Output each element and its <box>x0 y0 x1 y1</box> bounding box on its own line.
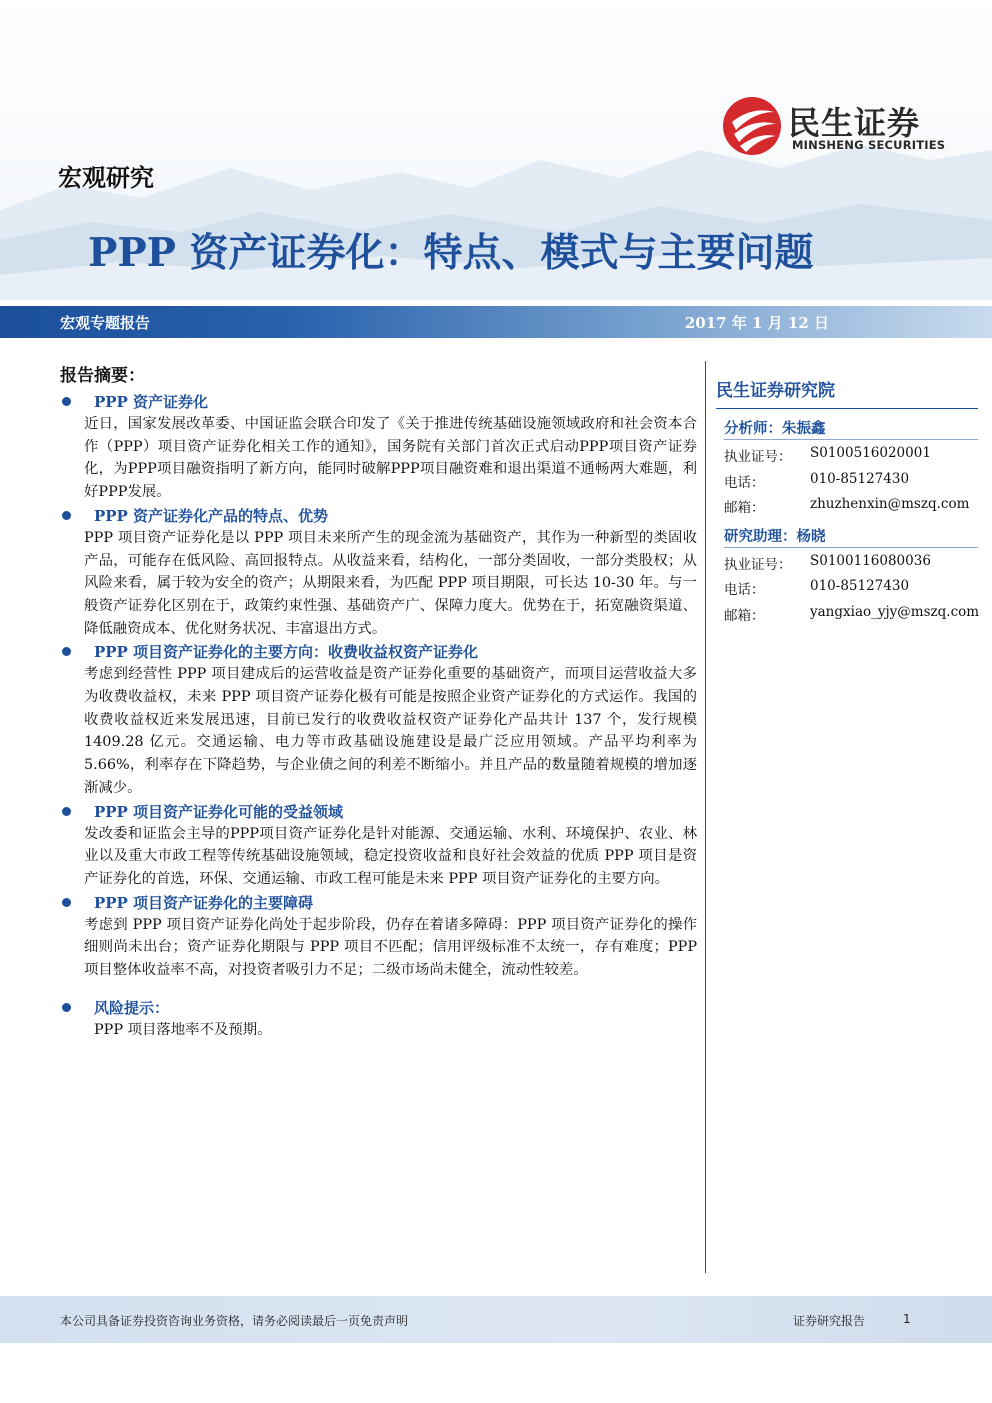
bullet-icon <box>62 807 71 816</box>
analyst-name: 分析师：朱振鑫 <box>724 420 826 437</box>
bullet-icon <box>62 397 71 406</box>
section-title-row <box>60 800 700 823</box>
abstract-section <box>60 800 700 891</box>
section-paragraph: 考虑到 PPP 项目资产证券化尚处于起步阶段，仍存在着诸多障碍：PPP 项目资产证券化的操作细则尚未出台；资产证券化期限与 PPP 项目不匹配；信用评级标准不太统一，存有难度；PPP 项目整体收益率不高，对投资者吸引力不足；二级市场尚未健全，流动性较差。 <box>84 916 697 979</box>
contact-label: 执业证号： <box>724 556 792 573</box>
contact-label: 邮箱： <box>724 500 765 516</box>
report-type: 宏观专题报告 <box>60 314 151 332</box>
abstract-section <box>60 504 700 641</box>
report-header <box>0 0 992 300</box>
contact-label: 电话： <box>724 582 765 598</box>
report-info-band <box>0 306 992 338</box>
phone-number: 010-85127430 <box>810 470 910 487</box>
company-logo <box>722 96 962 160</box>
page-footer <box>0 1296 992 1343</box>
abstract-section <box>60 640 700 799</box>
bullet-icon <box>62 898 71 907</box>
phone-number: 010-85127430 <box>810 578 910 594</box>
column-divider <box>705 361 706 1273</box>
contact-label: 电话： <box>724 474 765 491</box>
section-title: PPP 项目资产证券化可能的受益领域 <box>94 802 344 821</box>
contact-row <box>716 573 978 599</box>
section-title: PPP 项目资产证券化的主要障碍 <box>94 893 314 912</box>
section-title-row <box>60 504 700 527</box>
email-address: yangxiao_yjy@mszq.com <box>810 603 980 620</box>
minsheng-logo-icon <box>722 96 782 156</box>
section-title-row <box>60 390 700 413</box>
risk-title: 风险提示： <box>94 998 170 1017</box>
section-title-row <box>60 996 700 1019</box>
contact-label: 执业证号： <box>724 449 792 465</box>
section-paragraph: 考虑到经营性 PPP 项目建成后的运营收益是资产证券化重要的基础资产，而项目运营收益大多为收费收益权，未来 PPP 项目资产证券化极有可能是按照企业资产证券化的方式运作。我国的收费收益权近来发展迅速，目前已发行的收费收益权资产证券化产品共计 137 个，发行规模 1409.28 亿元。交通运输、电力等市政基础设施建设是最广泛应用领域。产品平均利率为 5.66%，利率存在下降趋势，与企业债之间的利差不断缩小。并且产品的数量随着规模的增加逐渐减少。 <box>84 666 697 796</box>
email-address: zhuzhenxin@mszq.com <box>810 496 970 512</box>
section-paragraph: 发改委和证监会主导的PPP项目资产证券化是针对能源、交通运输、水利、环境保护、农业、林业以及重大市政工程等传统基础设施领域，稳定投资收益和良好社会效益的优质 PPP 项目是资产证券化的首选，环保、交通运输、市政工程可能是未来 PPP 项目资产证券化的主要方向。 <box>84 825 697 887</box>
spacer <box>60 982 700 996</box>
bullet-icon <box>62 511 71 520</box>
footer-disclaimer: 本公司具备证券投资咨询业务资格，请务必阅读最后一页免责声明 <box>60 1314 409 1328</box>
abstract-heading: 报告摘要： <box>60 366 145 386</box>
section-title-row <box>60 891 700 914</box>
contact-row <box>716 440 978 466</box>
section-title: PPP 资产证券化产品的特点、优势 <box>94 506 329 525</box>
section-title: PPP 项目资产证券化的主要方向：收费收益权资产证券化 <box>94 643 479 662</box>
analyst-sidebar <box>716 376 978 624</box>
assistant-name: 研究助理：杨晓 <box>724 527 826 545</box>
page-number: 1 <box>903 1312 911 1326</box>
abstract-body <box>60 390 700 1041</box>
institute-name: 民生证券研究院 <box>716 381 835 401</box>
report-category: 宏观研究 <box>58 164 154 192</box>
contact-row <box>716 466 978 492</box>
section-title: PPP 资产证券化 <box>94 393 209 411</box>
logo-name-en: MINSHENG SECURITIES <box>792 138 946 152</box>
section-title-row <box>60 640 700 663</box>
contact-label: 邮箱： <box>724 607 765 624</box>
license-number: S0100516020001 <box>810 445 931 461</box>
contact-row <box>716 491 978 517</box>
section-paragraph: PPP 项目资产证券化是以 PPP 项目未来所产生的现金流为基础资产，其作为一种新型的类固收产品，可能存在低风险、高回报特点。从收益来看，结构化，一部分类固收，一部分类股权；从风险来看，属于较为安全的资产；从期限来看，为匹配 PPP 项目期限，可长达 10-30 年。与一般资产证券化区别在于，政策约束性强、基础资产广、保障力度大。优势在于，拓宽融资渠道、降低融资成本、优化财务状况、丰富退出方式。 <box>84 529 697 637</box>
abstract-section <box>60 891 700 982</box>
risk-paragraph: PPP 项目落地率不及预期。 <box>94 1021 272 1038</box>
logo-name-cn: 民生证券 <box>788 104 921 142</box>
section-paragraph: 近日，国家发展改革委、中国证监会联合印发了《关于推进传统基础设施领域政府和社会资本合作（PPP）项目资产证券化相关工作的通知》，国务院有关部门首次正式启动PPP项目资产证券化，为PPP项目融资指明了新方向，能同时破解PPP项目融资难和退出渠道不通畅两大难题，利好PPP发展。 <box>84 416 697 501</box>
report-title: PPP 资产证券化：特点、模式与主要问题 <box>88 230 814 276</box>
license-number: S0100116080036 <box>810 552 931 569</box>
abstract-section <box>60 390 700 504</box>
risk-section <box>60 996 700 1042</box>
bullet-icon <box>62 647 71 656</box>
bullet-icon <box>62 1003 71 1012</box>
report-date: 2017 年 1 月 12 日 <box>684 314 829 332</box>
contact-row <box>716 548 978 574</box>
footer-report-label: 证券研究报告 <box>793 1314 866 1328</box>
contact-row <box>716 599 978 625</box>
